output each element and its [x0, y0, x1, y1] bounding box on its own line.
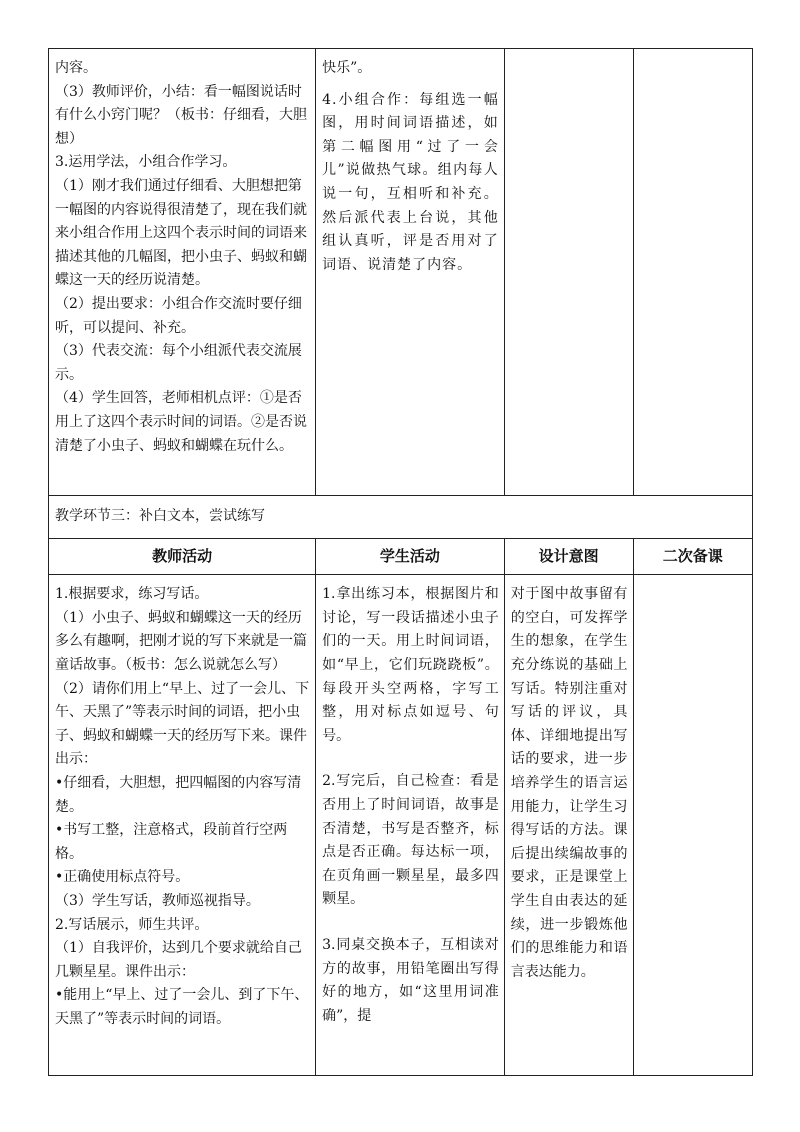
teacher-text: （1）刚才我们通过仔细看、大胆想把第一幅图的内容说得很清楚了，现在我们就来小组合作用上这四个表示时间的词语来描述其他的几幅图，把小虫子、蚂蚁和蝴蝶这一天的经历说清楚。 — [55, 177, 307, 289]
table-row — [49, 49, 753, 496]
teacher-text: •仔细看，大胆想，把四幅图的内容写清楚。 — [55, 774, 302, 815]
header-student-activity: 学生活动 — [316, 538, 505, 575]
teacher-text: （3）代表交流：每个小组派代表交流展示。 — [55, 343, 302, 383]
teacher-text: 1.根据要求，练习写话。 — [55, 586, 209, 603]
teacher-text: 2.写话展示，师生共评。 — [55, 916, 209, 933]
student-activity-cell — [316, 575, 505, 1076]
teacher-text: •能用上“早上、过了一会儿、到了下午、天黑了”等表示时间的词语。 — [55, 987, 309, 1027]
teacher-text: •书写工整，注意格式，段前首行空两格。 — [55, 822, 288, 862]
teacher-activity-cell — [49, 575, 316, 1076]
header-teacher-activity: 教师活动 — [49, 538, 316, 575]
teacher-text: •正确使用标点符号。 — [55, 869, 190, 886]
intent-text: 对于图中故事留有的空白，可发挥学生的想象，在学生充分练说的基础上写话。特别注重对写话的评议，具体、详细地提出写话的要求，进一步培养学生的语言运用能力，让学生习得写话的方法。课后提出续编故事的要求，正是课堂上学生自由表达的延续，进一步锻炼他们的思维能力和语言表达能力。 — [510, 586, 628, 980]
teacher-text: 3.运用学法，小组合作学习。 — [55, 154, 237, 171]
teacher-text: （4）学生回答，老师相机点评：①是否用上了这四个表示时间的词语。②是否说清楚了小虫子、蚂蚁和蝴蝶在玩什么。 — [55, 390, 307, 454]
teacher-text: （3）学生写话，教师巡视指导。 — [55, 892, 260, 909]
second-prep-cell — [633, 575, 752, 1076]
section-title: 教学环节三：补白文本，尝试练写 — [49, 496, 753, 539]
student-activity-cell — [316, 49, 505, 496]
student-text: 快乐”。 — [322, 60, 372, 76]
student-text: 4.小组合作：每组选一幅图，用时间词语描述，如第二幅图用“过了一会儿”说做热气球。组内每人说一句，互相听和补充。然后派代表上台说，其他组认真听，评是否用对了词语、说清楚了内容。 — [322, 91, 499, 273]
student-text: 3.同桌交换本子，互相读对方的故事，用铅笔圈出写得好的地方，如“这里用词准确”，提 — [322, 936, 499, 1024]
teacher-activity-cell — [49, 49, 316, 496]
design-intent-cell — [504, 49, 633, 496]
section-row — [49, 496, 753, 539]
teacher-text: （1）小虫子、蚂蚁和蝴蝶这一天的经历多么有趣啊，把刚才说的写下来就是一篇童话故事。（板书：怎么说就怎么写） — [55, 609, 307, 673]
teacher-text: （2）请你们用上“早上、过了一会儿、下午、天黑了”等表示时间的词语，把小虫子、蚂蚁和蝴蝶一天的经历写下来。课件出示： — [55, 680, 310, 768]
teacher-text: （1）自我评价，达到几个要求就给自己几颗星星。课件出示： — [55, 940, 302, 980]
header-design-intent: 设计意图 — [504, 538, 633, 575]
student-text: 2.写完后，自己检查：看是否用上了时间词语，故事是否清楚，书写是否整齐，标点是否正确。每达标一项，在页角画一颗星星，最多四颗星。 — [322, 773, 499, 908]
table-row — [49, 575, 753, 1076]
second-prep-cell — [633, 49, 752, 496]
lesson-plan-page — [48, 48, 753, 1076]
teacher-text: （3）教师评价，小结：看一幅图说话时有什么小窍门呢？（板书：仔细看，大胆想） — [55, 83, 307, 147]
student-text: 1.拿出练习本，根据图片和讨论，写一段话描述小虫子们的一天。用上时间词语，如“早上，它们玩跷跷板”。每段开头空两格，字写工整，用对标点如逗号、句号。 — [322, 586, 499, 744]
design-intent-cell — [504, 575, 633, 1076]
header-row — [49, 538, 753, 575]
lesson-plan-table — [48, 48, 753, 1076]
teacher-text: 内容。 — [55, 60, 97, 76]
teacher-text: （2）提出要求：小组合作交流时要仔细听，可以提问、补充。 — [55, 295, 302, 336]
header-second-prep: 二次备课 — [633, 538, 752, 575]
